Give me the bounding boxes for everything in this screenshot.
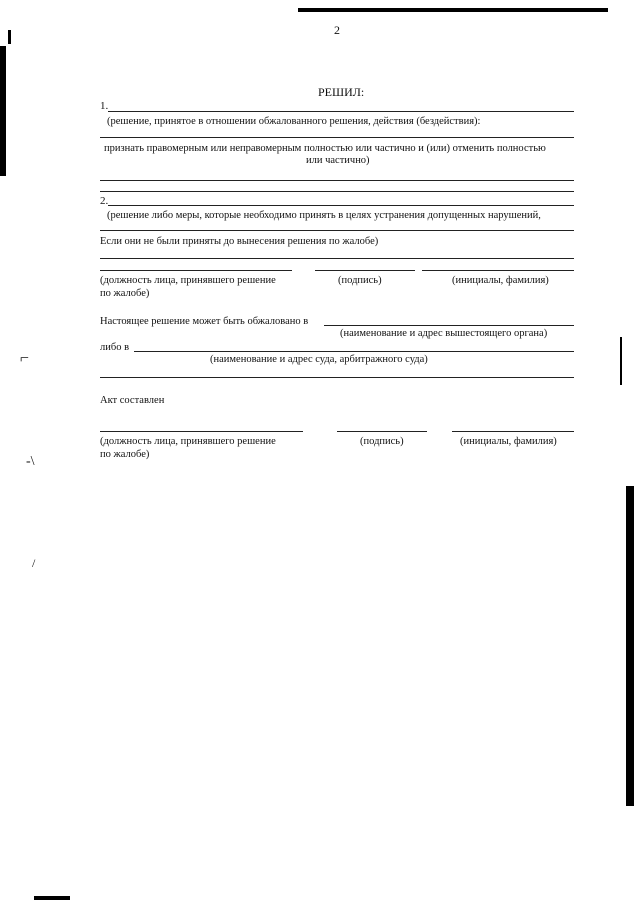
signature1-position-label: (должность лица, принявшего решение <box>100 275 276 286</box>
item1-fill-line-3[interactable] <box>100 180 574 181</box>
scan-edge-right-mid <box>620 337 622 385</box>
appeal-organ-line[interactable] <box>324 325 574 326</box>
appeal-or-text: либо в <box>100 342 130 353</box>
scan-mark: -\ <box>26 454 35 469</box>
item2-hint-2: Если они не были приняты до вынесения решения по жалобе) <box>100 236 379 247</box>
scan-edge-bottom <box>34 896 70 900</box>
signature2-initials-label: (инициалы, фамилия) <box>460 436 557 447</box>
scan-edge-right <box>626 486 634 806</box>
scan-mark: / <box>32 556 36 570</box>
signature1-position-line[interactable] <box>100 270 292 271</box>
item1-hint: (решение, принятое в отношении обжалованного решения, действия (бездействия): <box>107 116 481 127</box>
appeal-organ-hint: (наименование и адрес вышестоящего органа) <box>340 328 548 339</box>
appeal-court-hint: (наименование и адрес суда, арбитражного суда) <box>210 354 428 365</box>
scan-edge-left-mark <box>8 30 11 44</box>
appeal-court-line[interactable] <box>134 351 574 352</box>
scan-mark: ⌐ <box>20 350 30 367</box>
item2-fill-line-3[interactable] <box>100 258 574 259</box>
item1-hint-2: признать правомерным или неправомерным полностью или частично и (или) отменить полностью <box>104 143 546 154</box>
item2-hint: (решение либо меры, которые необходимо принять в целях устранения допущенных нарушений, <box>107 210 541 221</box>
item2-number: 2. <box>100 195 109 207</box>
signature2-position-line[interactable] <box>100 431 303 432</box>
signature1-signature-label: (подпись) <box>338 275 382 286</box>
act-composed-label: Акт составлен <box>100 395 165 406</box>
signature1-initials-line[interactable] <box>422 270 574 271</box>
item1-hint-3: или частично) <box>306 155 370 166</box>
appeal-text: Настоящее решение может быть обжаловано в <box>100 316 309 327</box>
signature2-signature-label: (подпись) <box>360 436 404 447</box>
scan-edge-left-top <box>0 46 6 176</box>
appeal-court-line-2[interactable] <box>100 377 574 378</box>
scan-edge-top <box>298 8 608 12</box>
item1-fill-line[interactable] <box>108 111 574 112</box>
signature2-position-label: (должность лица, принявшего решение <box>100 436 276 447</box>
signature1-position-label-2: по жалобе) <box>100 288 150 299</box>
signature1-sign-line[interactable] <box>315 270 415 271</box>
item2-fill-line[interactable] <box>108 205 574 206</box>
signature2-sign-line[interactable] <box>337 431 427 432</box>
item1-number: 1. <box>100 100 109 112</box>
section-heading: РЕШИЛ: <box>318 85 365 99</box>
signature2-initials-line[interactable] <box>452 431 574 432</box>
page-number: 2 <box>334 23 340 37</box>
item1-fill-line-2[interactable] <box>100 137 574 138</box>
item2-fill-line-2[interactable] <box>100 230 574 231</box>
item1-fill-line-4[interactable] <box>100 191 574 192</box>
signature2-position-label-2: по жалобе) <box>100 449 150 460</box>
signature1-initials-label: (инициалы, фамилия) <box>452 275 549 286</box>
